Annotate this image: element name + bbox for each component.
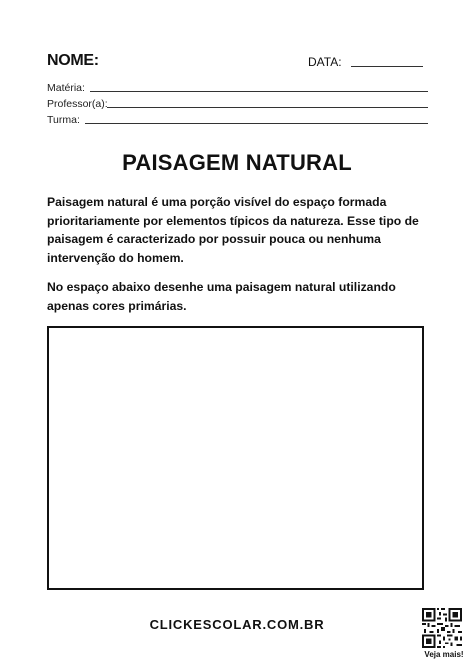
subject-line[interactable]: [90, 91, 428, 92]
class-line[interactable]: [85, 123, 428, 124]
teacher-label: Professor(a):: [47, 98, 108, 110]
date-line[interactable]: [351, 66, 423, 67]
drawing-area[interactable]: [47, 326, 424, 590]
name-date-row: [47, 50, 428, 70]
subject-label: Matéria:: [47, 82, 85, 94]
class-field: [47, 110, 428, 126]
intro-paragraph: Paisagem natural é uma porção visível do espaço formada prioritariamente por elementos típicos da natureza. Esse tipo de paisagem é caracterizado por possuir pouca ou nenhuma intervenção do homem.: [47, 195, 419, 265]
footer-site: CLICKESCOLAR.COM.BR: [149, 617, 325, 632]
teacher-field: [47, 94, 428, 110]
qr-caption: Veja mais!: [424, 650, 464, 659]
subject-field: [47, 78, 428, 94]
class-label: Turma:: [47, 114, 80, 126]
teacher-line[interactable]: [107, 107, 428, 108]
qr-code-icon[interactable]: [422, 608, 462, 648]
date-label: DATA:: [308, 55, 342, 69]
name-label: NOME:: [47, 52, 99, 69]
instruction-paragraph: No espaço abaixo desenhe uma paisagem natural utilizando apenas cores primárias.: [47, 280, 396, 313]
page-title: PAISAGEM NATURAL: [122, 150, 352, 175]
